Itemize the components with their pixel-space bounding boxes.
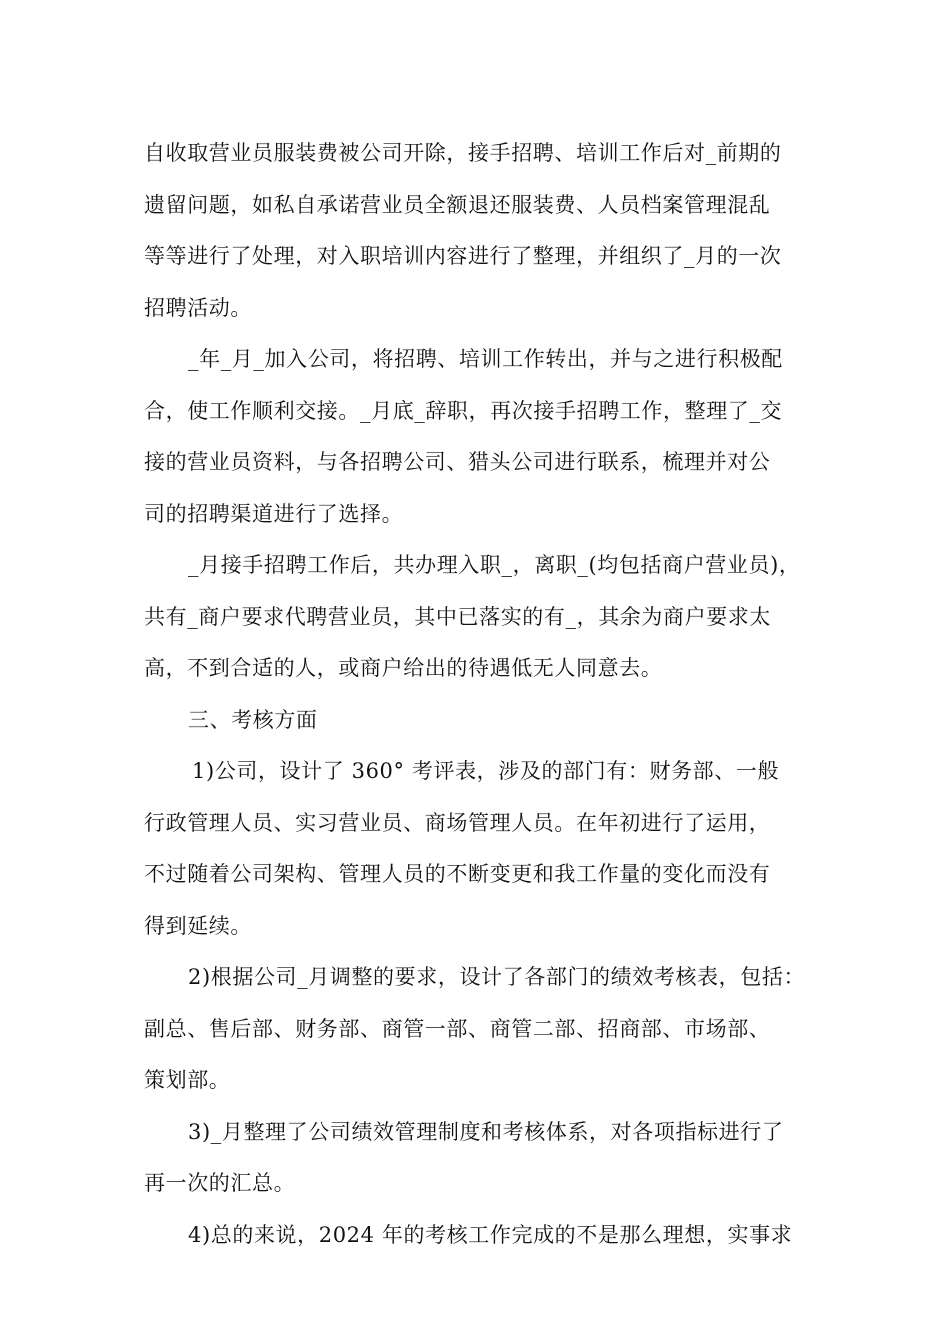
paragraph-line: 4)总的来说，2024 年的考核工作完成的不是那么理想，实事求 [188, 1222, 793, 1247]
paragraph-line: 招聘活动。 [144, 295, 252, 320]
paragraph-line: 1)公司，设计了 360° 考评表，涉及的部门有：财务部、一般 [192, 759, 780, 783]
paragraph-line: _年_月_加入公司，将招聘、培训工作转出，并与之进行积极配 [188, 347, 783, 371]
paragraph-line: 再一次的汇总。 [144, 1171, 296, 1195]
document-body [144, 128, 824, 1261]
paragraph-line: 接的营业员资料，与各招聘公司、猎头公司进行联系，梳理并对公 [144, 450, 771, 474]
paragraph-line: 行政管理人员、实习营业员、商场管理人员。在年初进行了运用， [144, 810, 771, 835]
paragraph-line: 2)根据公司_月调整的要求，设计了各部门的绩效考核表，包括： [188, 965, 806, 989]
paragraph-line: 副总、售后部、财务部、商管一部、商管二部、招商部、市场部、 [144, 1016, 771, 1041]
paragraph-line: 高，不到合适的人，或商户给出的待遇低无人同意去。 [144, 656, 663, 680]
paragraph-line: 得到延续。 [144, 913, 252, 938]
paragraph-line: 3)_月整理了公司绩效管理制度和考核体系，对各项指标进行了 [188, 1119, 784, 1144]
section-heading: 三、考核方面 [188, 707, 318, 732]
paragraph-line: 等等进行了处理，对入职培训内容进行了整理，并组织了_月的一次 [144, 244, 782, 268]
paragraph-line: 不过随着公司架构、管理人员的不断变更和我工作量的变化而没有 [144, 862, 771, 886]
paragraph-line: _月接手招聘工作后，共办理入职_，离职_(均包括商户营业员)， [188, 553, 801, 577]
paragraph-line: 共有_商户要求代聘营业员，其中已落实的有_，其余为商户要求太 [144, 604, 771, 629]
paragraph-line: 合，使工作顺利交接。_月底_辞职，再次接手招聘工作，整理了_交 [144, 398, 783, 423]
paragraph-line: 遗留问题，如私自承诺营业员全额退还服装费、人员档案管理混乱 [144, 192, 771, 217]
paragraph-line: 策划部。 [144, 1068, 231, 1092]
paragraph-line: 自收取营业员服装费被公司开除，接手招聘、培训工作后对_前期的 [144, 141, 782, 165]
paragraph-line: 司的招聘渠道进行了选择。 [144, 501, 404, 526]
